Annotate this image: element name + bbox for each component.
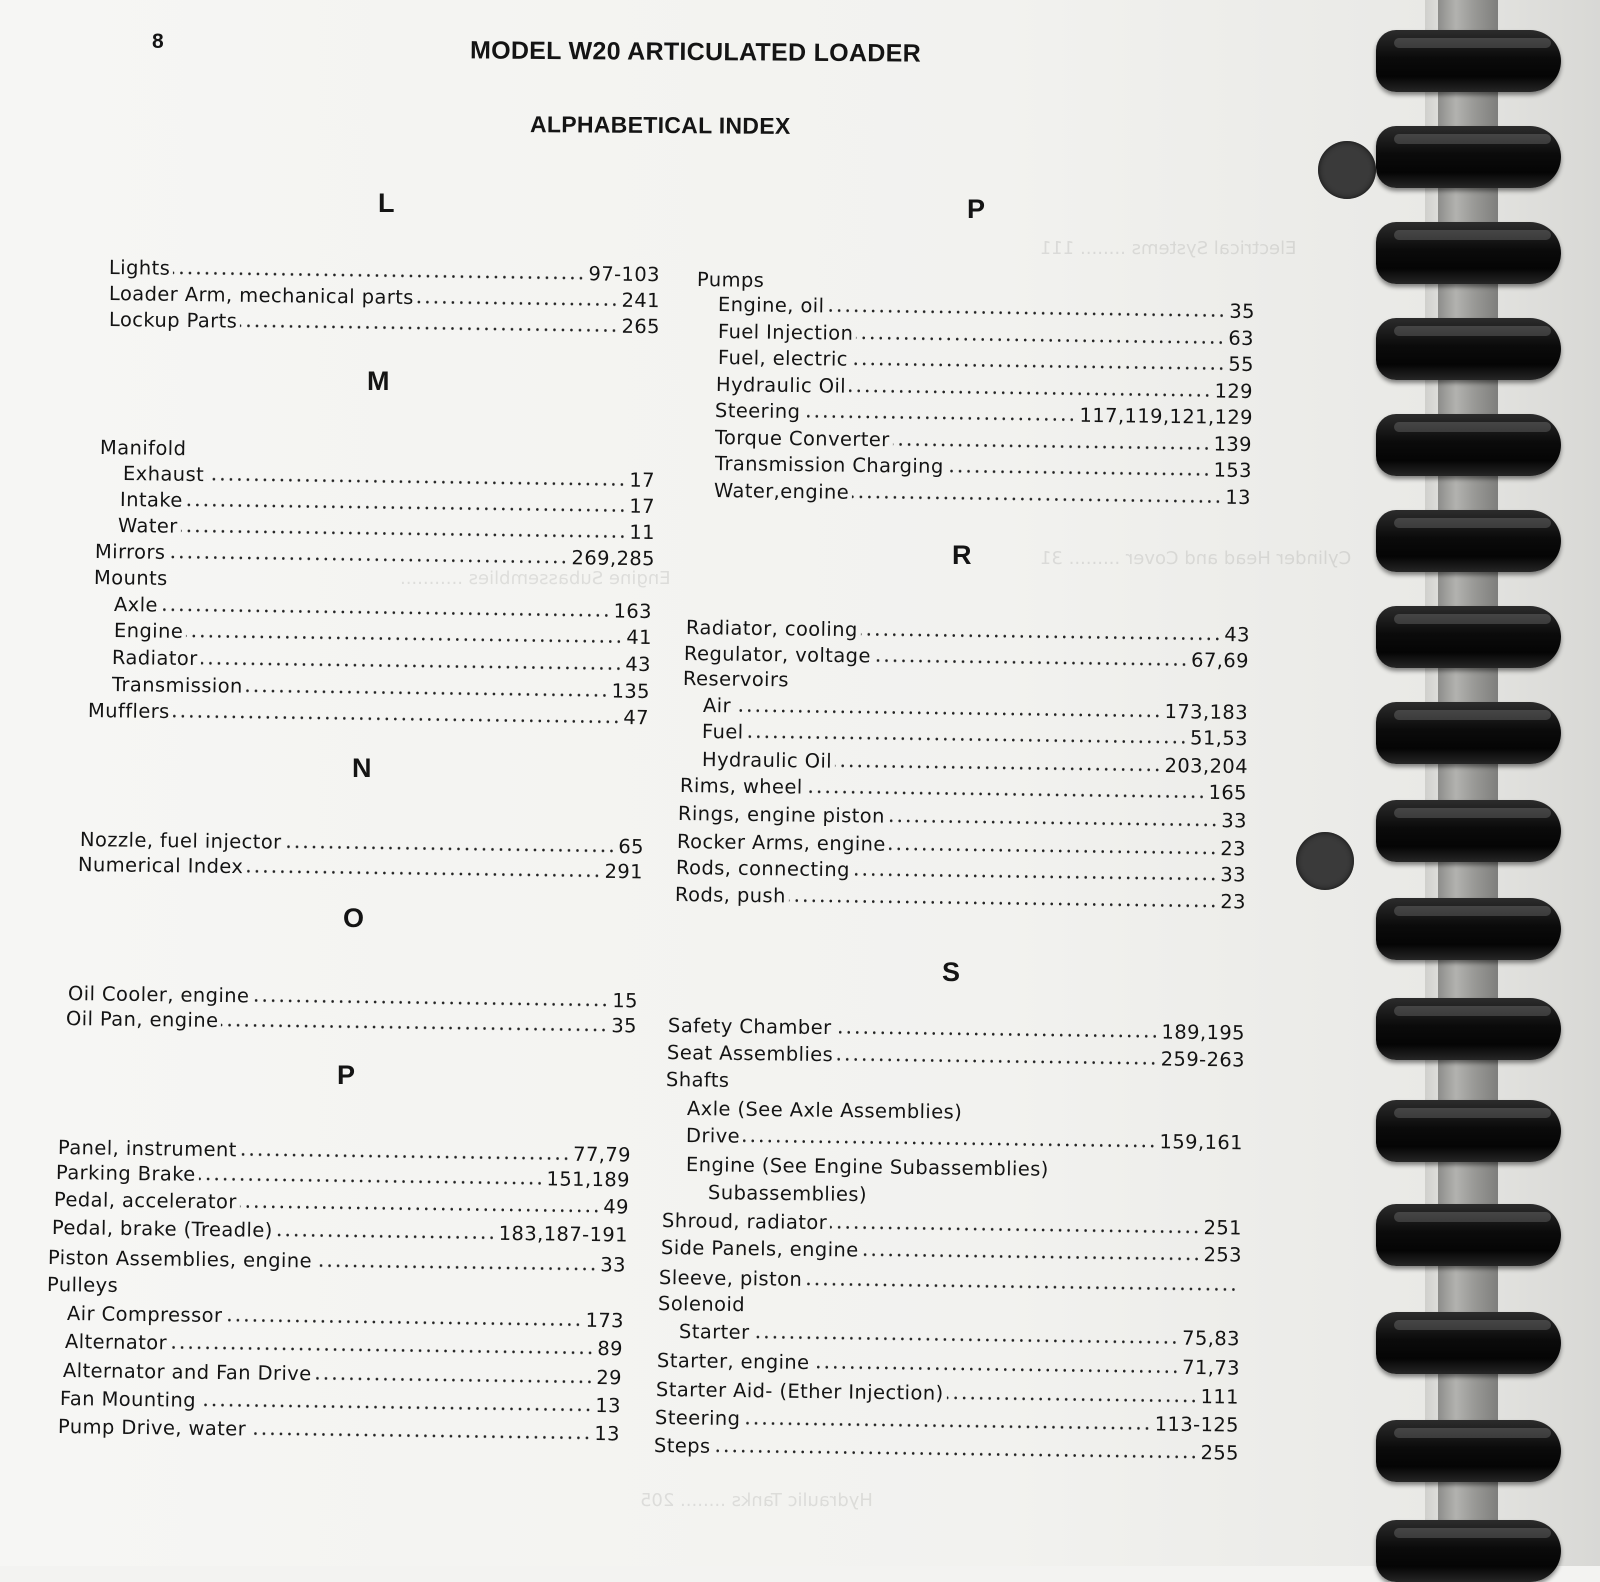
- dot-leader: [252, 998, 609, 1007]
- entry-name: Rocker Arms, engine: [676, 830, 886, 856]
- dot-leader: [893, 442, 1211, 450]
- index-entry-steps: [654, 1434, 1239, 1465]
- entry-name: Starter Aid- (Ether Injection): [655, 1378, 944, 1405]
- entry-page-reference: 15: [612, 989, 639, 1013]
- section-letter-o: O: [343, 903, 365, 933]
- page-number: 8: [152, 30, 164, 53]
- page-title: MODEL W20 ARTICULATED LOADER: [469, 36, 922, 68]
- entry-name: Water: [117, 514, 178, 538]
- entry-name: Exhaust: [122, 462, 205, 487]
- entry-page-reference: 251: [1203, 1216, 1243, 1240]
- index-entry-reservoirs: [683, 667, 1249, 697]
- binder-ring-icon: [1376, 1100, 1561, 1162]
- entry-name: Shafts: [665, 1068, 730, 1092]
- binder-ring-icon: [1376, 30, 1561, 92]
- index-entry-engine-oil: [718, 293, 1255, 323]
- entry-name: Hydraulic Oil: [715, 373, 847, 398]
- binder-ring-icon: [1376, 898, 1561, 960]
- dot-leader: [805, 1282, 1238, 1292]
- dot-leader: [746, 735, 1187, 745]
- dot-leader: [170, 1345, 594, 1355]
- dot-leader: [240, 1152, 570, 1160]
- entry-name: Mufflers: [87, 699, 170, 724]
- index-entry-radiator-cooling: [686, 616, 1250, 646]
- entry-page-reference: 35: [611, 1014, 638, 1038]
- index-entry-side-panels-engine: [661, 1236, 1242, 1267]
- entry-page-reference: 41: [626, 625, 653, 650]
- entry-name: Fuel Injection: [717, 320, 854, 345]
- index-entry-exhaust: [123, 462, 655, 492]
- bleed-through-text: Hydraulic Tanks ........ 205: [640, 1490, 873, 1511]
- entry-name: Transmission: [111, 673, 243, 698]
- dot-leader: [834, 1030, 1158, 1038]
- binder-ring-icon: [1376, 606, 1561, 668]
- entry-page-reference: 203,204: [1164, 754, 1249, 779]
- entry-page-reference: 63: [1228, 326, 1255, 351]
- section-letter-p: P: [337, 1060, 356, 1090]
- dot-leader: [806, 790, 1206, 799]
- dot-leader: [849, 389, 1212, 398]
- index-entry-manifold: [100, 436, 655, 466]
- dot-leader: [852, 495, 1222, 504]
- entry-name: Pump Drive, water: [57, 1415, 247, 1441]
- entry-page-reference: 129: [1214, 379, 1254, 404]
- dot-leader: [246, 689, 609, 698]
- entry-page-reference: 13: [1225, 485, 1252, 510]
- dot-leader: [743, 1139, 1157, 1148]
- dot-leader: [173, 714, 621, 724]
- section-letter-p: P: [967, 194, 986, 224]
- dot-leader: [835, 764, 1162, 772]
- dot-leader: [186, 634, 623, 644]
- entry-page-reference: 269,285: [571, 546, 656, 571]
- entry-name: Side Panels, engine: [660, 1236, 859, 1262]
- index-entry-sleeve-piston: [659, 1266, 1241, 1297]
- entry-page-reference: 51,53: [1189, 726, 1249, 751]
- entry-name: Pedal, brake (Treadle): [51, 1216, 273, 1242]
- dot-leader: [201, 661, 623, 671]
- entry-name: Mirrors: [94, 540, 166, 564]
- entry-page-reference: 29: [596, 1365, 623, 1390]
- entry-name: Numerical Index: [77, 853, 244, 879]
- index-entry-seat-assemblies: [667, 1041, 1245, 1072]
- entry-name: Manifold: [99, 436, 187, 461]
- index-entry-engine: [114, 619, 652, 649]
- entry-page-reference: 23: [1220, 837, 1247, 861]
- entry-page-reference: 47: [623, 706, 650, 730]
- entry-page-reference: 189,195: [1161, 1020, 1246, 1045]
- index-entry-transmission-charging: [715, 452, 1252, 482]
- dot-leader: [315, 1263, 597, 1271]
- dot-leader: [199, 1403, 592, 1412]
- dot-leader: [861, 632, 1222, 641]
- entry-page-reference: 259-263: [1160, 1047, 1246, 1072]
- entry-page-reference: 265: [621, 314, 661, 339]
- binder-ring-icon: [1376, 702, 1561, 764]
- dot-leader: [240, 324, 618, 333]
- entry-name: Sleeve, piston: [658, 1266, 803, 1291]
- section-letter-l: L: [378, 188, 395, 218]
- entry-page-reference: 183,187-191: [498, 1221, 629, 1247]
- index-entry-rods-connecting: [676, 856, 1246, 886]
- dot-leader: [246, 869, 601, 878]
- entry-name: Axle: [113, 593, 159, 617]
- entry-page-reference: 13: [594, 1422, 621, 1446]
- binder-ring-icon: [1376, 1520, 1561, 1582]
- entry-name: Torque Converter: [714, 426, 890, 452]
- punch-hole-icon: [1318, 141, 1376, 199]
- section-letter-r: R: [952, 540, 972, 570]
- entry-name: Steering: [654, 1406, 741, 1431]
- entry-name: Parking Brake: [55, 1161, 196, 1186]
- index-entry-rings-engine-piston: [678, 802, 1247, 832]
- entry-page-reference: 163: [613, 599, 653, 624]
- entry-name: Oil Cooler, engine: [67, 982, 250, 1008]
- entry-page-reference: 255: [1200, 1441, 1240, 1465]
- index-entry-loader-arm-mechanical-parts: [109, 282, 660, 312]
- index-entry-parking-brake: [56, 1161, 630, 1192]
- entry-name: Loader Arm, mechanical parts: [108, 282, 414, 309]
- entry-name: Reservoirs: [682, 667, 790, 692]
- dot-leader: [181, 529, 627, 539]
- index-entry-solenoid: [658, 1292, 1241, 1323]
- entry-name: Rings, engine piston: [677, 802, 885, 828]
- punch-hole-icon: [1296, 832, 1354, 890]
- entry-page-reference: 291: [604, 859, 644, 884]
- index-entry-safety-chamber: [668, 1014, 1245, 1045]
- index-entry-hydraulic-oil: [716, 373, 1253, 403]
- entry-page-reference: 11: [629, 520, 656, 545]
- entry-name: Starter: [678, 1320, 750, 1344]
- index-entry-subassemblies: [708, 1181, 1243, 1211]
- index-entry-pump-drive-water: [58, 1415, 620, 1445]
- index-entry-steering: [715, 399, 1253, 429]
- dot-leader: [713, 1449, 1197, 1459]
- entry-page-reference: 165: [1208, 780, 1248, 805]
- entry-page-reference: 33: [600, 1253, 627, 1277]
- dot-leader: [874, 658, 1188, 666]
- entry-page-reference: 33: [1220, 863, 1247, 887]
- dot-leader: [830, 1225, 1200, 1234]
- entry-name: Seat Assemblies: [666, 1041, 834, 1067]
- dot-leader: [862, 1253, 1201, 1261]
- entry-name: Fan Mounting: [59, 1387, 197, 1412]
- index-entry-pulleys: [47, 1273, 626, 1304]
- entry-page-reference: 97-103: [588, 262, 661, 287]
- entry-page-reference: 23: [1220, 890, 1247, 914]
- binder-ring-icon: [1376, 510, 1561, 572]
- index-entry-air-compressor: [67, 1302, 624, 1332]
- entry-page-reference: 253: [1203, 1243, 1243, 1267]
- index-entry-axle-see-axle-assemblies: [687, 1097, 1244, 1127]
- dot-leader: [168, 555, 568, 564]
- entry-page-reference: 135: [611, 679, 651, 704]
- binder-ring-icon: [1376, 998, 1561, 1060]
- entry-page-reference: 113-125: [1154, 1412, 1240, 1437]
- entry-name: Air Compressor: [66, 1302, 223, 1328]
- dot-leader: [789, 898, 1218, 908]
- entry-name: Regulator, voltage: [683, 642, 871, 668]
- entry-page-reference: 17: [629, 494, 656, 519]
- index-entry-torque-converter: [715, 426, 1252, 456]
- entry-name: Steering: [714, 399, 801, 424]
- dot-leader: [173, 271, 585, 280]
- dot-leader: [284, 845, 615, 853]
- dot-leader: [314, 1376, 593, 1384]
- dot-leader: [827, 308, 1226, 317]
- entry-page-reference: 159,161: [1159, 1130, 1244, 1155]
- binder-ring-icon: [1376, 1420, 1561, 1482]
- dot-leader: [946, 1396, 1197, 1403]
- index-entry-drive: [686, 1124, 1243, 1154]
- dot-leader: [812, 1365, 1179, 1374]
- entry-page-reference: 75,83: [1181, 1326, 1241, 1351]
- entry-page-reference: 173: [585, 1308, 625, 1333]
- entry-name: Water,engine: [713, 479, 850, 504]
- index-entry-radiator: [112, 646, 651, 676]
- dot-leader: [853, 872, 1218, 881]
- index-entry-alternator: [65, 1330, 623, 1360]
- index-heading: ALPHABETICAL INDEX: [529, 111, 791, 139]
- entry-page-reference: 13: [595, 1394, 622, 1418]
- entry-page-reference: 17: [629, 468, 656, 492]
- entry-page-reference: 43: [625, 652, 652, 677]
- entry-name: Engine (See Engine Subassemblies): [685, 1153, 1049, 1181]
- dot-leader: [851, 362, 1226, 371]
- section-letter-n: N: [352, 753, 372, 783]
- binder-ring-icon: [1376, 1312, 1561, 1374]
- bleed-through-text: Engine Subassemblies ...........: [400, 568, 671, 589]
- entry-page-reference: 67,69: [1190, 648, 1250, 673]
- entry-name: Alternator and Fan Drive: [62, 1359, 312, 1386]
- entry-name: Drive: [685, 1124, 741, 1148]
- entry-name: Lockup Parts: [108, 308, 238, 333]
- index-entry-shafts: [666, 1068, 1244, 1099]
- entry-page-reference: 65: [618, 835, 645, 859]
- dot-leader: [803, 414, 1076, 422]
- index-entry-engine-see-engine-subassemblies: [686, 1153, 1243, 1183]
- dot-leader: [888, 819, 1219, 827]
- index-entry-lockup-parts: [109, 308, 660, 338]
- index-entry-starter-aid-ether-injection: [656, 1378, 1239, 1409]
- dot-leader: [889, 847, 1218, 855]
- index-entry-mirrors: [95, 540, 655, 570]
- dot-leader: [752, 1335, 1179, 1345]
- entry-name: Rods, connecting: [675, 856, 850, 882]
- entry-name: Lights: [108, 256, 171, 280]
- dot-leader: [221, 1023, 608, 1032]
- binder-ring-icon: [1376, 318, 1561, 380]
- index-entry-steering: [655, 1406, 1239, 1437]
- dot-leader: [249, 1432, 591, 1440]
- index-entry-transmission: [112, 673, 650, 703]
- bleed-through-text: Cylinder Head and Cover ......... 31: [1040, 548, 1352, 569]
- dot-leader: [417, 300, 619, 307]
- entry-page-reference: 89: [597, 1336, 624, 1361]
- index-entry-pedal-brake-treadle: [52, 1216, 628, 1247]
- entry-page-reference: 71,73: [1181, 1355, 1241, 1380]
- dot-leader: [856, 336, 1225, 345]
- entry-page-reference: 111: [1200, 1385, 1240, 1409]
- index-entry-alternator-and-fan-drive: [63, 1359, 622, 1389]
- dot-leader: [186, 503, 627, 513]
- entry-name: Radiator: [111, 646, 198, 671]
- entry-page-reference: 43: [1224, 623, 1251, 647]
- bleed-through-text: Electrical Systems ........ 111: [1040, 238, 1297, 259]
- index-entry-oil-pan-engine: [66, 1007, 637, 1037]
- entry-name: Mounts: [93, 566, 168, 590]
- entry-name: Radiator, cooling: [685, 616, 858, 642]
- dot-leader: [161, 608, 611, 618]
- entry-name: Alternator: [64, 1330, 168, 1355]
- binder-ring-icon: [1376, 126, 1561, 188]
- index-entry-fuel-injection: [718, 320, 1254, 350]
- index-entry-water: [118, 514, 655, 544]
- dot-leader: [199, 1177, 544, 1186]
- dot-leader: [836, 1057, 1158, 1065]
- index-entry-rods-push: [675, 883, 1246, 913]
- entry-page-reference: 241: [621, 288, 661, 313]
- entry-name: Panel, instrument: [57, 1136, 237, 1162]
- entry-name: Oil Pan, engine: [65, 1007, 219, 1032]
- entry-page-reference: 35: [1229, 299, 1256, 324]
- entry-page-reference: 49: [603, 1195, 630, 1219]
- index-entry-air: [703, 694, 1248, 724]
- index-entry-piston-assemblies-engine: [48, 1246, 626, 1277]
- binder-ring-icon: [1376, 222, 1561, 284]
- dot-leader: [734, 708, 1162, 718]
- entry-name: Solenoid: [657, 1292, 746, 1317]
- entry-name: Pedal, accelerator: [53, 1188, 237, 1214]
- entry-name: Rods, push: [674, 883, 786, 908]
- index-entry-starter-engine: [657, 1349, 1240, 1380]
- entry-name: Fuel, electric: [717, 346, 848, 371]
- index-entry-axle: [114, 593, 652, 623]
- index-entry-fan-mounting: [60, 1387, 621, 1417]
- entry-name: Rims, wheel: [679, 774, 803, 799]
- entry-name: Subassemblies): [707, 1181, 868, 1207]
- index-entry-mufflers: [88, 699, 649, 729]
- index-entry-starter: [679, 1320, 1240, 1350]
- index-entry-water-engine: [714, 479, 1251, 509]
- index-entry-numerical-index: [78, 853, 643, 883]
- entry-name: Steps: [653, 1434, 711, 1458]
- index-entry-fuel-electric: [718, 346, 1254, 376]
- entry-page-reference: 139: [1213, 432, 1253, 457]
- index-entry-shroud-radiator: [662, 1209, 1242, 1240]
- entry-page-reference: 173,183: [1164, 700, 1249, 725]
- dot-leader: [207, 477, 626, 486]
- entry-name: Piston Assemblies, engine: [47, 1246, 313, 1273]
- entry-page-reference: 117,119,121,129: [1079, 403, 1254, 430]
- index-entry-lights: [109, 256, 660, 286]
- entry-name: Fuel: [701, 720, 744, 744]
- entry-name: Pumps: [696, 268, 765, 292]
- index-entry-fuel: [702, 720, 1248, 750]
- entry-name: Nozzle, fuel injector: [79, 828, 282, 854]
- entry-page-reference: 77,79: [572, 1142, 632, 1167]
- binder-ring-icon: [1376, 414, 1561, 476]
- entry-name: Axle (See Axle Assemblies): [686, 1097, 963, 1124]
- entry-page-reference: 151,189: [546, 1167, 631, 1192]
- dot-leader: [240, 1204, 601, 1213]
- entry-name: Transmission Charging: [714, 452, 944, 478]
- section-letter-s: S: [942, 957, 961, 987]
- binder-ring-icon: [1376, 1204, 1561, 1266]
- dot-leader: [743, 1421, 1151, 1430]
- entry-name: Engine, oil: [717, 293, 825, 318]
- binder-ring-icon: [1376, 800, 1561, 862]
- entry-name: Engine: [113, 619, 184, 643]
- index-entry-pedal-accelerator: [54, 1188, 629, 1219]
- entry-name: Hydraulic Oil: [701, 748, 833, 773]
- entry-page-reference: 33: [1221, 809, 1248, 833]
- entry-page-reference: 153: [1213, 458, 1253, 483]
- entry-name: Safety Chamber: [667, 1014, 832, 1040]
- entry-name: Shroud, radiator: [661, 1209, 828, 1235]
- dot-leader: [225, 1318, 582, 1327]
- index-entry-rocker-arms-engine: [677, 830, 1246, 860]
- entry-name: Starter, engine: [656, 1349, 810, 1374]
- entry-name: Intake: [119, 488, 183, 512]
- dot-leader: [276, 1233, 496, 1240]
- entry-page-reference: 55: [1228, 352, 1255, 377]
- entry-name: Air: [702, 694, 732, 718]
- index-entry-hydraulic-oil: [702, 748, 1248, 778]
- section-letter-m: M: [367, 366, 390, 396]
- index-entry-intake: [120, 488, 655, 518]
- index-entry-rims-wheel: [680, 774, 1247, 804]
- dot-leader: [947, 469, 1211, 476]
- entry-name: Pulleys: [46, 1273, 119, 1297]
